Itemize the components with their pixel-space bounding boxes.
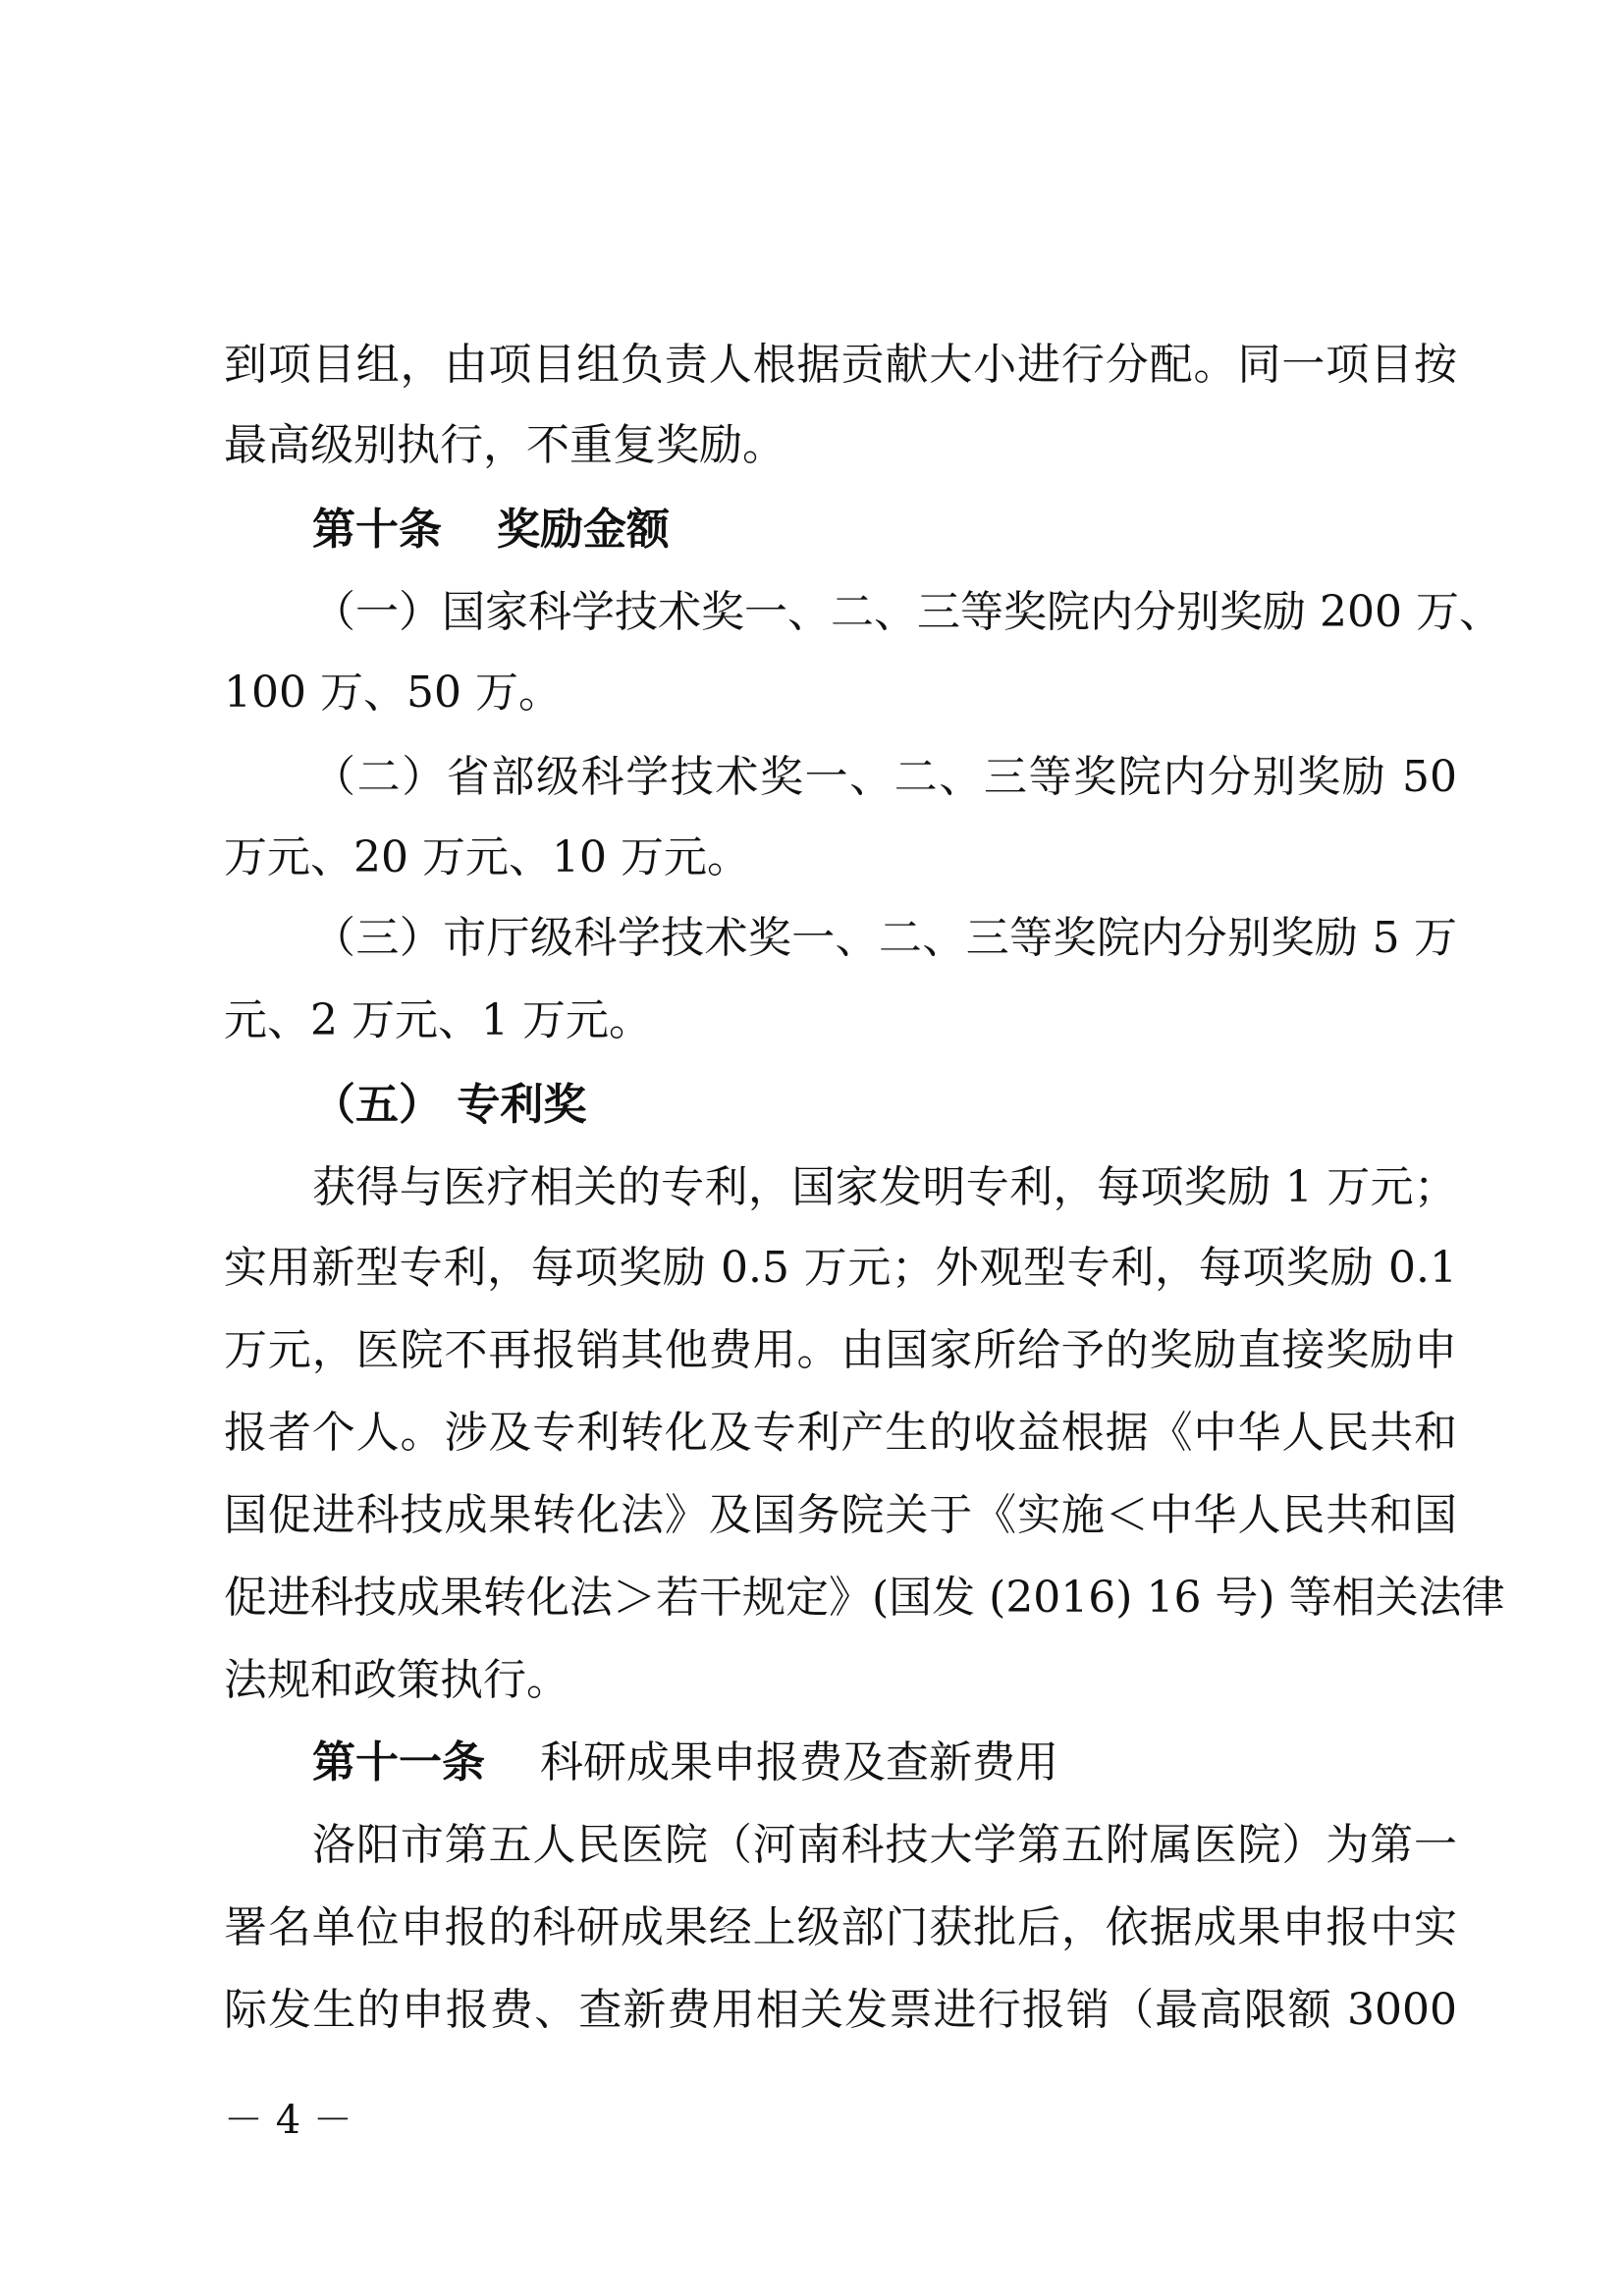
paragraph-line: 洛阳市第五人民医院（河南科技大学第五附属医院）为第一 xyxy=(312,1820,1457,1870)
article-10-heading xyxy=(312,499,670,561)
paragraph-line: 促进科技成果转化法＞若干规定》(国发 (2016) 16 号) 等相关法律 xyxy=(224,1573,1505,1623)
paragraph-line: 万元，医院不再报销其他费用。由国家所给予的奖励直接奖励申 xyxy=(224,1325,1457,1375)
paragraph-line: 元、2 万元、1 万元。 xyxy=(224,995,652,1045)
paragraph-line: 署名单位申报的科研成果经上级部门获批后，依据成果申报中实 xyxy=(224,1902,1457,1952)
paragraph-line: 国促进科技成果转化法》及国务院关于《实施＜中华人民共和国 xyxy=(224,1490,1457,1540)
paragraph-line: 万元、20 万元、10 万元。 xyxy=(224,832,750,882)
paragraph-line: （三）市厅级科学技术奖一、二、三等奖院内分别奖励 5 万 xyxy=(312,913,1457,963)
paragraph-line: 报者个人。涉及专利转化及专利产生的收益根据《中华人民共和 xyxy=(224,1408,1457,1458)
paragraph-line: 际发生的申报费、查新费用相关发票进行报销（最高限额 3000 xyxy=(224,1985,1457,2035)
article-11-heading xyxy=(312,1732,1058,1794)
article-11-number: 第十一条 xyxy=(312,1737,485,1788)
paragraph-line: （二）省部级科学技术奖一、二、三等奖院内分别奖励 50 xyxy=(312,752,1457,802)
paragraph-line: （一）国家科学技术奖一、二、三等奖院内分别奖励 200 万、 xyxy=(312,587,1502,637)
paragraph-line: 法规和政策执行。 xyxy=(224,1655,569,1705)
paragraph-line: 最高级别执行，不重复奖励。 xyxy=(224,420,785,470)
paragraph-line: 获得与医疗相关的专利，国家发明专利，每项奖励 1 万元； xyxy=(312,1162,1457,1212)
section-heading: （五） 专利奖 xyxy=(312,1080,587,1130)
paragraph-line: 100 万、50 万。 xyxy=(224,667,562,718)
paragraph-line: 到项目组，由项目组负责人根据贡献大小进行分配。同一项目按 xyxy=(224,340,1457,390)
article-11-title: 科研成果申报费及查新费用 xyxy=(540,1737,1058,1788)
article-10-title: 奖励金额 xyxy=(497,505,670,555)
article-10-number: 第十条 xyxy=(312,505,442,555)
page-number: － 4 － xyxy=(224,2098,352,2143)
paragraph-line: 实用新型专利，每项奖励 0.5 万元；外观型专利，每项奖励 0.1 xyxy=(224,1243,1457,1293)
